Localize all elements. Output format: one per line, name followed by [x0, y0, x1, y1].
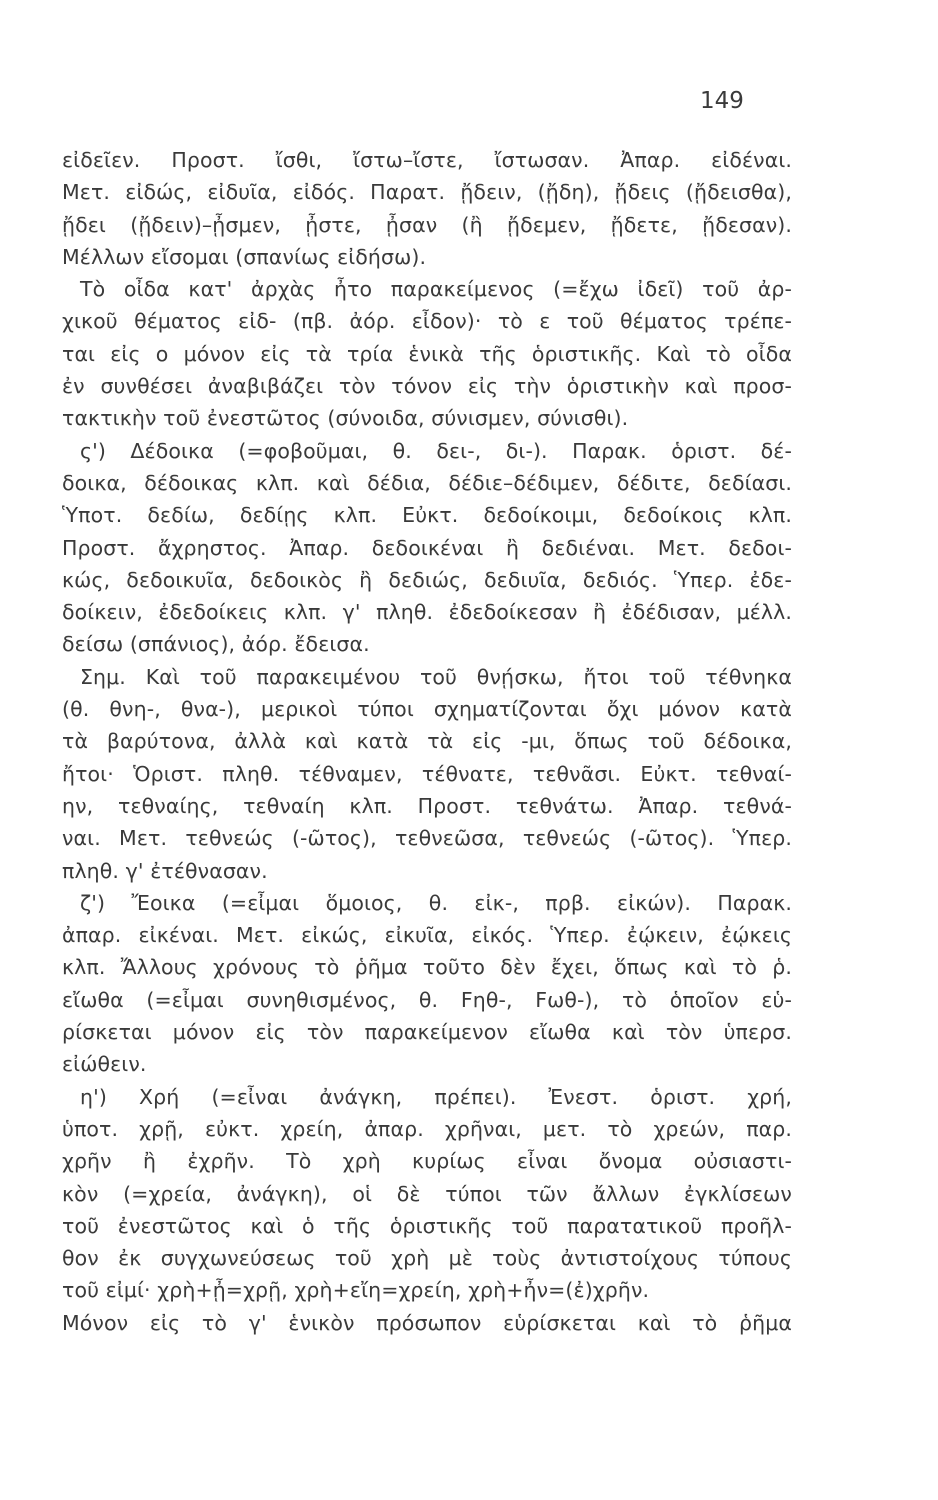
text-line: Τὸ οἶδα κατ' ἀρχὰς ἦτο παρακείμενος (=ἔχω ἰδεῖ) τοῦ ἀρ-: [80, 277, 792, 302]
text-line: ἀπαρ. εἰκέναι. Μετ. εἰκώς, εἰκυῖα, εἰκός. Ὑπερ. ἐῴκειν, ἐῴκεις: [62, 923, 792, 948]
text-line: εἴωθα (=εἶμαι συνηθισμένος, θ. Ϝηθ-, Ϝωθ-), τὸ ὁποῖον εὑ-: [62, 987, 792, 1012]
text-line: τὰ βαρύτονα, ἀλλὰ καὶ κατὰ τὰ εἰς -μι, ὅπως τοῦ δέδοικα,: [62, 729, 792, 754]
text-line: Μόνον εἰς τὸ γ' ἑνικὸν πρόσωπον εὑρίσκεται καὶ τὸ ῥῆμα: [62, 1310, 792, 1335]
text-line: (θ. θνη-, θνα-), μερικοὶ τύποι σχηματίζονται ὄχι μόνον κατὰ: [62, 697, 792, 722]
text-line: ἐν συνθέσει ἀναβιβάζει τὸν τόνον εἰς τὴν ὁριστικὴν καὶ προσ-: [62, 374, 792, 399]
text-line: τακτικὴν τοῦ ἐνεστῶτος (σύνοιδα, σύνισμεν, σύνισθι).: [62, 406, 629, 431]
text-line: τοῦ ἐνεστῶτος καὶ ὁ τῆς ὁριστικῆς τοῦ παρατατικοῦ προῆλ-: [62, 1213, 792, 1238]
text-line: η') Χρή (=εἶναι ἀνάγκη, πρέπει). Ἐνεστ. ὁριστ. χρή,: [80, 1084, 792, 1109]
text-line: εἰώθειν.: [62, 1052, 147, 1077]
text-line: ζ') Ἔοικα (=εἶμαι ὅμοιος, θ. εἰκ-, πρβ. εἰκών). Παρακ.: [80, 890, 792, 915]
text-line: Μετ. εἰδώς, εἰδυῖα, εἰδός. Παρατ. ᾔδειν, (ᾔδη), ᾔδεις (ᾔδεισθα),: [62, 180, 792, 205]
text-line: ται εἰς ο μόνον εἰς τὰ τρία ἑνικὰ τῆς ὁριστικῆς. Καὶ τὸ οἶδα: [62, 341, 792, 366]
text-line: δείσω (σπάνιος), ἀόρ. ἔδεισα.: [62, 632, 370, 657]
text-line: Προστ. ἄχρηστος. Ἀπαρ. δεδοικέναι ἢ δεδιέναι. Μετ. δεδοι-: [62, 535, 792, 560]
page-text: [62, 144, 792, 1339]
text-line: ρίσκεται μόνον εἰς τὸν παρακείμενον εἴωθα καὶ τὸν ὑπερσ.: [62, 1020, 792, 1045]
text-line: ὑποτ. χρῇ, εὐκτ. χρείη, ἀπαρ. χρῆναι, μετ. τὸ χρεών, παρ.: [62, 1116, 792, 1141]
text-line: ᾔδει (ᾔδειν)–ᾖσμεν, ᾖστε, ᾖσαν (ἢ ᾔδεμεν, ᾔδετε, ᾔδεσαν).: [62, 212, 792, 237]
text-line: Μέλλων εἴσομαι (σπανίως εἰδήσω).: [62, 244, 427, 269]
text-line: θον ἐκ συγχωνεύσεως τοῦ χρὴ μὲ τοὺς ἀντιστοίχους τύπους: [62, 1246, 792, 1271]
text-line: ς') Δέδοικα (=φοβοῦμαι, θ. δει-, δι-). Παρακ. ὁριστ. δέ-: [80, 438, 792, 463]
text-line: τοῦ εἰμί· χρὴ+ᾖ=χρῇ, χρὴ+εἴη=χρείη, χρὴ+ἦν=(ἐ)χρῆν.: [62, 1278, 650, 1303]
text-line: ην, τεθναίης, τεθναίη κλπ. Προστ. τεθνάτω. Ἀπαρ. τεθνά-: [62, 793, 792, 818]
text-line: εἰδεῖεν. Προστ. ἴσθι, ἴστω–ἴστε, ἴστωσαν. Ἀπαρ. εἰδέναι.: [62, 148, 792, 172]
text-line: Σημ. Καὶ τοῦ παρακειμένου τοῦ θνῄσκω, ἤτοι τοῦ τέθνηκα: [80, 664, 792, 689]
text-line: πληθ. γ' ἐτέθνασαν.: [62, 858, 268, 883]
text-line: δοίκειν, ἐδεδοίκεις κλπ. γ' πληθ. ἐδεδοίκεσαν ἢ ἐδέδισαν, μέλλ.: [62, 600, 792, 625]
text-line: κὸν (=χρεία, ἀνάγκη), οἱ δὲ τύποι τῶν ἄλλων ἐγκλίσεων: [62, 1181, 792, 1206]
text-line: ναι. Μετ. τεθνεώς (-ῶτος), τεθνεῶσα, τεθνεώς (-ῶτος). Ὑπερ.: [62, 826, 792, 851]
text-line: χικοῦ θέματος εἰδ- (πβ. ἀόρ. εἶδον)· τὸ ε τοῦ θέματος τρέπε-: [62, 309, 792, 334]
text-line: Ὑποτ. δεδίω, δεδίῃς κλπ. Εὐκτ. δεδοίκοιμι, δεδοίκοις κλπ.: [62, 503, 792, 528]
page-number: 149: [700, 88, 744, 114]
text-line: κλπ. Ἄλλους χρόνους τὸ ῥῆμα τοῦτο δὲν ἔχει, ὅπως καὶ τὸ ῥ.: [62, 955, 792, 980]
text-line: κώς, δεδοικυῖα, δεδοικὸς ἢ δεδιώς, δεδιυῖα, δεδιός. Ὑπερ. ἐδε-: [62, 567, 792, 592]
text-line: χρῆν ἢ ἐχρῆν. Τὸ χρὴ κυρίως εἶναι ὄνομα οὐσιαστι-: [62, 1149, 792, 1174]
text-line: ἤτοι· Ὁριστ. πληθ. τέθναμεν, τέθνατε, τεθνᾶσι. Εὐκτ. τεθναί-: [62, 761, 792, 786]
text-line: δοικα, δέδοικας κλπ. καὶ δέδια, δέδιε–δέδιμεν, δέδιτε, δεδίασι.: [62, 470, 792, 495]
